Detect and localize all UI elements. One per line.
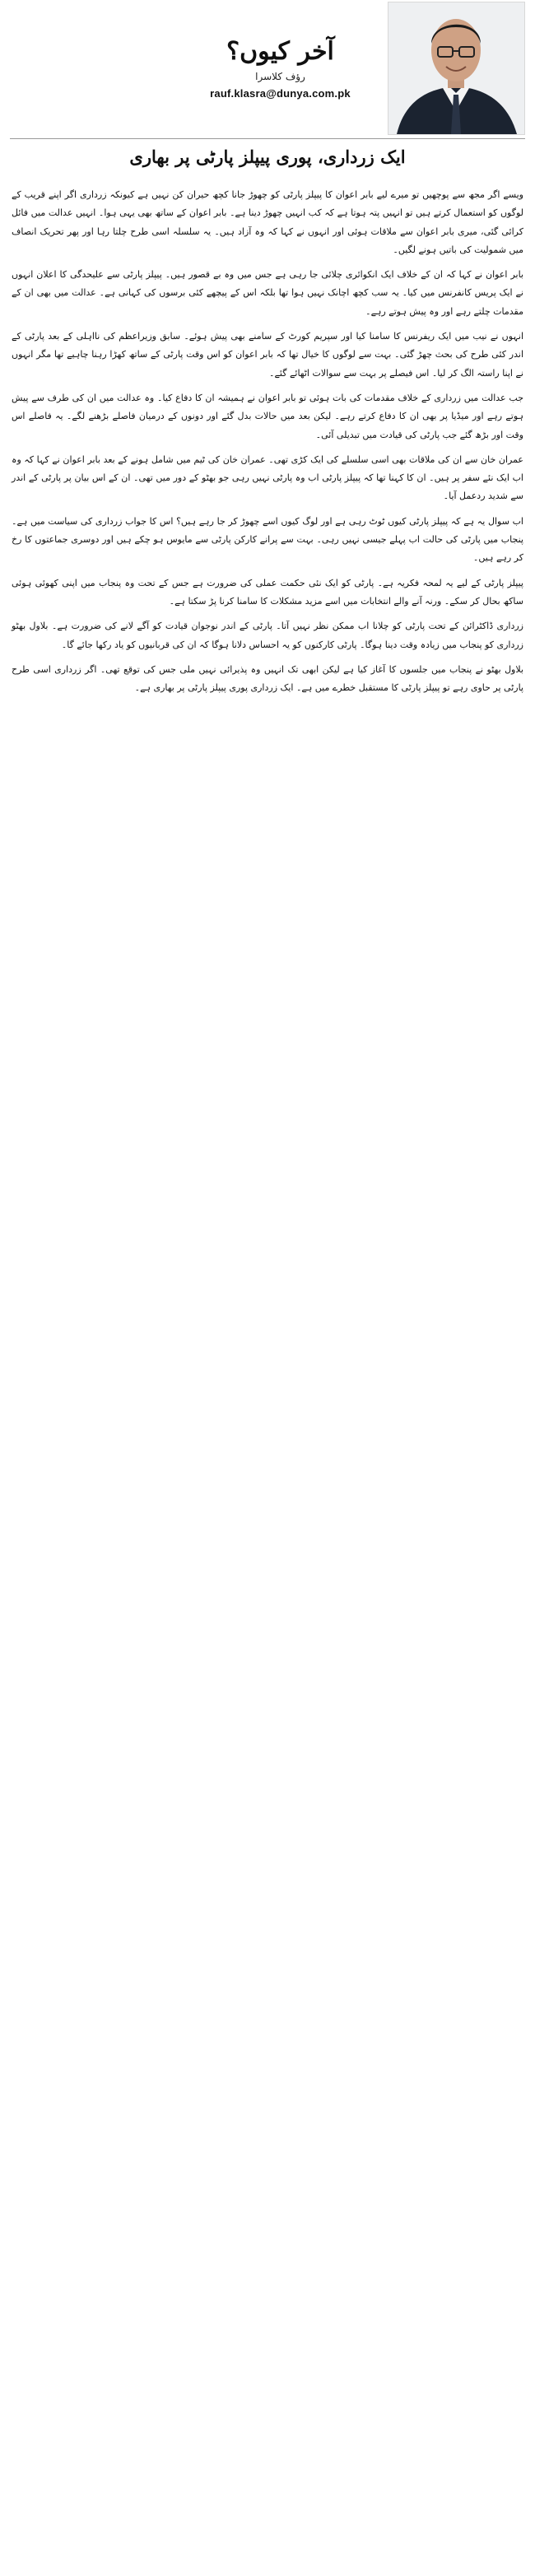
article-body — [12, 186, 523, 704]
article-paragraph: انہوں نے نیب میں ایک ریفرنس کا سامنا کیا اور سپریم کورٹ کے سامنے بھی پیش ہوئے۔ سابق وزیراعظم کی نااہلی کے بعد پارٹی کے اندر کئی طرح کی بحث چھڑ گئی۔ بہت سے لوگوں کا خیال تھا کہ بابر اعوان کو اس وقت پارٹی کے ساتھ کھڑا رہنا چاہیے تھا مگر انہوں نے اپنا راستہ الگ کر لیا۔ اس فیصلے پر بہت سے سوالات اٹھائے گئے۔ — [12, 331, 523, 379]
column-title: آخر کیوں؟ — [226, 37, 334, 66]
author-email[interactable]: rauf.klasra@dunya.com.pk — [210, 87, 351, 100]
column-header — [7, 2, 525, 133]
author-photo — [388, 2, 525, 135]
article-paragraph: عمران خان سے ان کی ملاقات بھی اسی سلسلے کی ایک کڑی تھی۔ عمران خان کی ٹیم میں شامل ہونے کے بعد بابر اعوان نے کہا کہ وہ اب ایک نئے سفر پر ہیں۔ ان کا کہنا تھا کہ پیپلز پارٹی اب وہ پارٹی نہیں رہی جو بھٹو کے دور میں تھی۔ ان کے اس بیان پر پارٹی کے اندر سے شدید ردعمل آیا۔ — [12, 453, 523, 502]
column-brand — [196, 38, 365, 100]
article-paragraph: پیپلز پارٹی کے لیے یہ لمحہ فکریہ ہے۔ پارٹی کو ایک نئی حکمت عملی کی ضرورت ہے جس کے تحت وہ پنجاب میں اپنی کھوئی ہوئی ساکھ بحال کر سکے۔ ورنہ آنے والے انتخابات میں اسے مزید مشکلات کا سامنا کرنا پڑ سکتا ہے۔ — [12, 577, 523, 607]
article-paragraph: ویسے اگر مجھ سے پوچھیں تو میرے لیے بابر اعوان کا پیپلز پارٹی کو چھوڑ جانا کچھ حیران کن نہیں ہے کیونکہ زرداری اگر اپنے قریب کے لوگوں کو استعمال کرتے ہیں تو انہیں پتہ ہوتا ہے کہ کب انہیں چھوڑ دینا ہے۔ بابر اعوان کے ساتھ بھی یہی ہوا۔ انہیں عدالت میں فائل کرائی گئی، میری بابر اعوان سے ملاقات ہوئی اور انہوں نے کہا کہ وہ آزاد ہیں۔ یہ سلسلہ اسی طرح چلتا رہا اور پھر تحریک انصاف میں شمولیت کی باتیں ہونے لگیں۔ — [12, 189, 523, 255]
article-paragraph: اب سوال یہ ہے کہ پیپلز پارٹی کیوں ٹوٹ رہی ہے اور لوگ کیوں اسے چھوڑ کر جا رہے ہیں؟ اس کا جواب زرداری کی سیاست میں ہے۔ پنجاب میں پارٹی کی حالت اب پہلے جیسی نہیں رہی۔ بہت سے پرانے کارکن پارٹی سے مایوس ہو چکے ہیں اور دوسری جماعتوں کا رخ کر رہے ہیں۔ — [12, 515, 523, 564]
article-paragraph: زرداری ڈاکٹرائن کے تحت پارٹی کو چلانا اب ممکن نظر نہیں آتا۔ پارٹی کے اندر نوجوان قیادت کو آگے لانے کی ضرورت ہے۔ بلاول بھٹو زرداری کو پنجاب میں زیادہ وقت دینا ہوگا۔ پارٹی کارکنوں کو یہ احساس دلانا ہوگا کہ ان کی قربانیوں کو یاد رکھا جائے گا۔ — [12, 621, 523, 650]
author-portrait-icon — [388, 2, 524, 134]
article-paragraph: بلاول بھٹو نے پنجاب میں جلسوں کا آغاز کیا ہے لیکن ابھی تک انہیں وہ پذیرائی نہیں ملی جس کی توقع تھی۔ اگر زرداری اسی طرح پارٹی پر حاوی رہے تو پیپلز پارٹی کا مستقبل خطرے میں ہے۔ ایک زرداری پوری پیپلز پارٹی پر بھاری ہے۔ — [12, 663, 523, 694]
header-divider — [10, 138, 525, 139]
article-paragraph: بابر اعوان نے کہا کہ ان کے خلاف ایک انکوائری چلائی جا رہی ہے جس میں وہ بے قصور ہیں۔ پیپلز پارٹی سے علیحدگی کا اعلان انہوں نے ایک پریس کانفرنس میں کیا۔ یہ سب کچھ اچانک نہیں ہوا تھا بلکہ اس کے پیچھے کئی برسوں کی کہانی ہے۔ عدالت میں بھی ان کے مقدمات چلتے رہے اور وہ پیش ہوتے رہے۔ — [12, 269, 523, 317]
author-name: رؤف کلاسرا — [255, 71, 305, 82]
article-paragraph: جب عدالت میں زرداری کے خلاف مقدمات کی بات ہوئی تو بابر اعوان نے ہمیشہ ان کا دفاع کیا۔ وہ عدالت میں ان کی طرف سے پیش ہوتے رہے اور میڈیا پر بھی ان کا دفاع کرتے رہے۔ لیکن بعد میں حالات بدل گئے اور دونوں کے درمیان فاصلے بڑھنے لگے۔ یہ فاصلے اس وقت اور بڑھ گئے جب پارٹی کی قیادت میں تبدیلی آئی۔ — [12, 392, 523, 440]
article-headline: ایک زرداری، پوری پیپلز پارٹی پر بھاری — [129, 146, 406, 167]
